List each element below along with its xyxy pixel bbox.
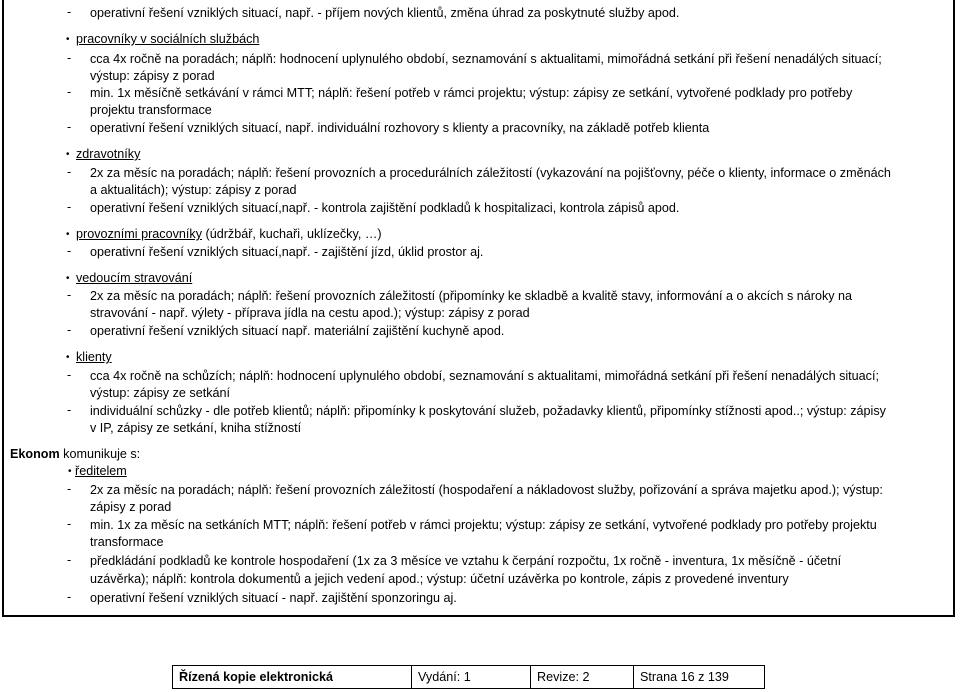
bullet-marker: • bbox=[66, 229, 70, 240]
dash-marker: - bbox=[67, 368, 72, 382]
section-heading: vedoucím stravování bbox=[76, 271, 193, 285]
footer-page-number: Strana 16 z 139 bbox=[634, 666, 765, 689]
text-line: 2x za měsíc na poradách; náplň: řešení provozních záležitostí (hospodaření a nákladovost služby, pořizování a správa majetku apod.); výstup: bbox=[90, 483, 883, 497]
text-line: cca 4x ročně na poradách; náplň: hodnocení uplynulého období, seznamování s aktualitami, mimořádná setkání při řešení nenadálých situací; bbox=[90, 52, 882, 66]
dash-marker: - bbox=[67, 51, 72, 65]
text-line: v IP, zápisy ze setkání, kniha stížností bbox=[90, 421, 302, 435]
dash-marker: - bbox=[67, 165, 72, 179]
text-line: operativní řešení vzniklých situací např. materiální zajištění kuchyně apod. bbox=[90, 324, 505, 338]
text-line: projektu transformace bbox=[90, 103, 212, 117]
text-line: a aktualitách); výstup: zápisy z porad bbox=[90, 183, 297, 197]
section-heading: klienty bbox=[76, 350, 112, 364]
dash-marker: - bbox=[67, 323, 72, 337]
role-name: Ekonom bbox=[10, 447, 60, 461]
bullet-marker: • bbox=[66, 149, 70, 160]
text-line: 2x za měsíc na poradách; náplň: řešení provozních záležitostí (připomínky ke skladbě a kvalitě stavy, informování a o akcích s nároky na bbox=[90, 289, 853, 303]
text-line: 2x za měsíc na poradách; náplň: řešení provozních a procedurálních záležitostí (vykazování na pojišťovny, péče o klienty, informace o změnách bbox=[90, 166, 891, 180]
section-heading: pracovníky v sociálních službách bbox=[76, 32, 260, 46]
bullet-marker: • bbox=[68, 466, 72, 477]
section-heading-note: (údržbář, kuchaři, uklízečky, …) bbox=[202, 227, 382, 241]
text-line: předkládání podkladů ke kontrole hospodaření (1x za 3 měsíce ve vztahu k čerpání rozpočtu, 1x ročně - inventura, 1x měsíčně - účetní bbox=[90, 554, 842, 568]
text-line: stravování - např. výlety - příprava jídla na cestu apod.); výstup: zápisy z porad bbox=[90, 306, 530, 320]
text-line: operativní řešení vzniklých situací,např. - kontrola zajištění podkladů k hospitalizaci, kontrola zápisů apod. bbox=[90, 201, 680, 215]
text-line: zápisy z porad bbox=[90, 500, 172, 514]
section-heading-line bbox=[76, 226, 382, 243]
role-heading bbox=[10, 446, 140, 463]
text-line: operativní řešení vzniklých situací, např. individuální rozhovory s klienty a pracovníky, na základě potřeb klienta bbox=[90, 121, 710, 135]
bullet-marker: • bbox=[66, 352, 70, 363]
dash-marker: - bbox=[67, 482, 72, 496]
section-heading: zdravotníky bbox=[76, 147, 141, 161]
dash-marker: - bbox=[67, 288, 72, 302]
document-footer bbox=[172, 665, 765, 689]
text-line: min. 1x za měsíc na setkáních MTT; náplň: řešení potřeb v rámci projektu; výstup: zápisy ze setkání, vytvořené podklady pro potřeby projektu bbox=[90, 518, 877, 532]
text-line: operativní řešení vzniklých situací,např. - zajištění jízd, úklid prostor aj. bbox=[90, 245, 484, 259]
text-line: min. 1x měsíčně setkávání v rámci MTT; náplň: řešení potřeb v rámci projektu; výstup: zápisy ze setkání, vytvořené podklady pro potřeby bbox=[90, 86, 853, 100]
dash-marker: - bbox=[67, 553, 72, 567]
dash-marker: - bbox=[67, 200, 72, 214]
dash-marker: - bbox=[67, 517, 72, 531]
dash-marker: - bbox=[67, 120, 72, 134]
section-heading: provozními pracovníky bbox=[76, 227, 202, 241]
dash-marker: - bbox=[67, 403, 72, 417]
dash-marker: - bbox=[67, 85, 72, 99]
text-line: transformace bbox=[90, 535, 164, 549]
section-heading: ředitelem bbox=[75, 464, 127, 478]
text-line: operativní řešení vzniklých situací, např. - příjem nových klientů, změna úhrad za poskytnuté služby apod. bbox=[90, 6, 680, 20]
role-heading-rest: komunikuje s: bbox=[59, 447, 141, 461]
text-line: výstup: zápisy z porad bbox=[90, 69, 215, 83]
footer-copy-type bbox=[173, 666, 412, 689]
dash-marker: - bbox=[67, 5, 72, 19]
bullet-marker: • bbox=[66, 34, 70, 45]
footer-revision: Revize: 2 bbox=[531, 666, 634, 689]
dash-marker: - bbox=[67, 590, 72, 604]
footer-copy-type-text: Řízená kopie elektronická bbox=[179, 670, 333, 684]
bullet-marker: • bbox=[66, 273, 70, 284]
dash-marker: - bbox=[67, 244, 72, 258]
footer-edition: Vydání: 1 bbox=[412, 666, 531, 689]
text-line: operativní řešení vzniklých situací - např. zajištění sponzoringu aj. bbox=[90, 591, 457, 605]
text-line: uzávěrka); náplň: kontrola dokumentů a jejich vedení apod.; výstup: účetní uzávěrka po kontrole, zápis z provedené inventury bbox=[90, 572, 789, 586]
text-line: výstup: zápisy ze setkání bbox=[90, 386, 230, 400]
text-line: individuální schůzky - dle potřeb klientů; náplň: připomínky k poskytování služeb, požadavky klientů, připomínky stížnosti apod..; výstup: zápisy bbox=[90, 404, 886, 418]
text-line: cca 4x ročně na schůzích; náplň: hodnocení uplynulého období, seznamování s aktualitami, mimořádná setkání při řešení nenadálých situací; bbox=[90, 369, 879, 383]
